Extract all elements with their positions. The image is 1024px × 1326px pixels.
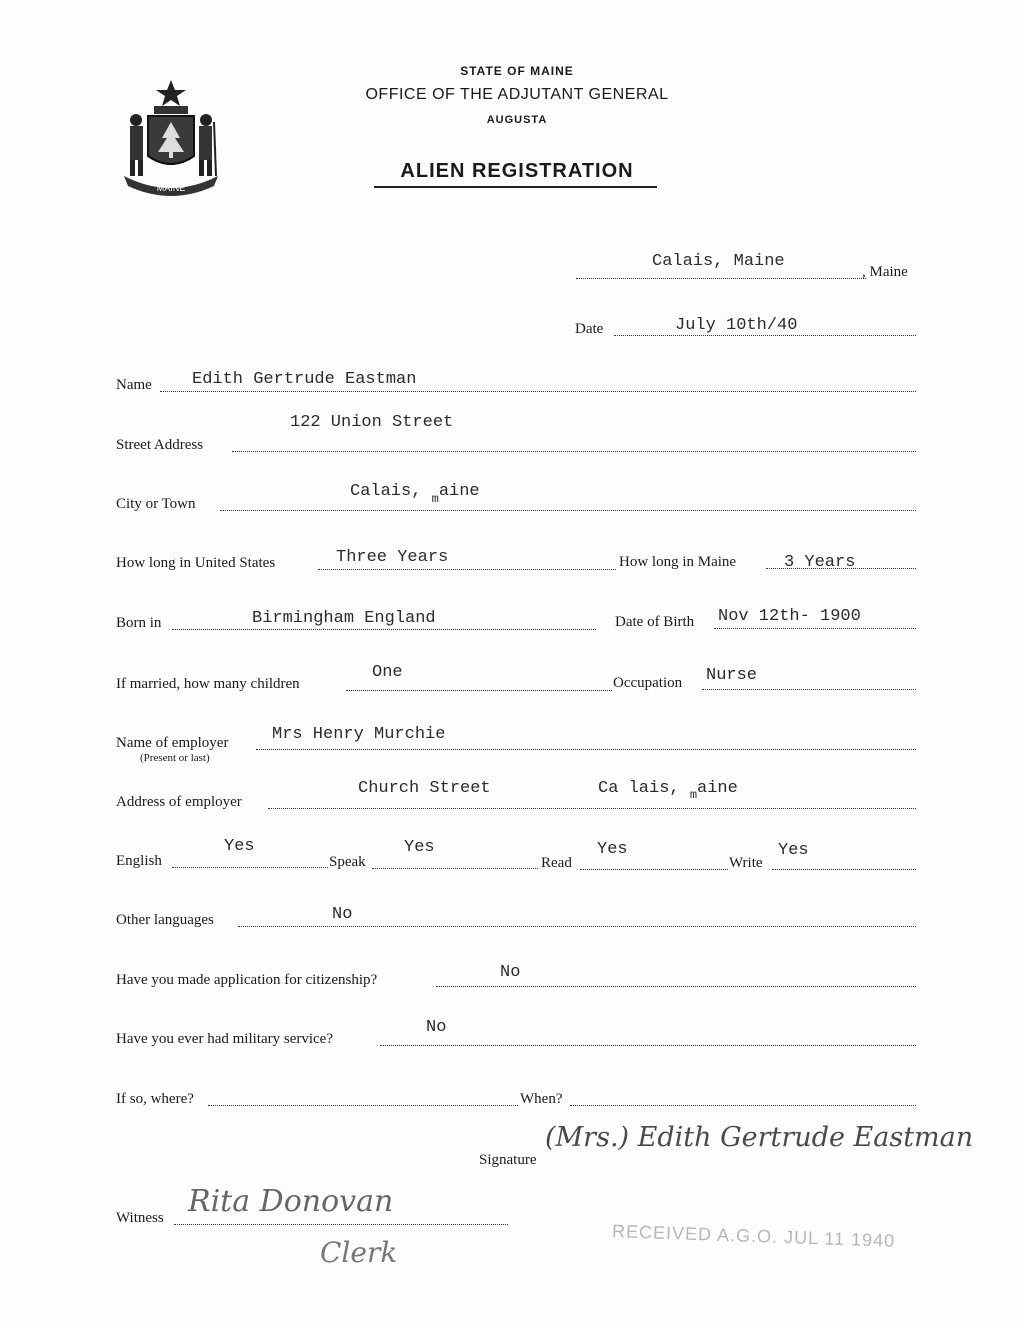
born-line — [172, 629, 596, 630]
date-label: Date — [575, 321, 604, 337]
maine-state-seal — [118, 76, 224, 198]
city-label: City or Town — [116, 496, 196, 512]
where-line — [208, 1105, 518, 1106]
form-title: ALIEN REGISTRATION — [400, 160, 634, 182]
dob-line — [714, 628, 916, 629]
header-state: STATE OF MAINE — [460, 64, 574, 78]
witness-line — [174, 1224, 508, 1225]
write-label: Write — [729, 855, 763, 871]
employer-city-part: Ca lais, — [598, 779, 690, 798]
employer-address-line — [268, 808, 916, 809]
witness-signature: Rita Donovan — [188, 1184, 394, 1219]
employer-city-part: aine — [697, 779, 738, 798]
english-line — [172, 867, 328, 868]
maine-label: How long in Maine — [619, 554, 737, 570]
street-label: Street Address — [116, 437, 204, 453]
employer-address-street: Church Street — [358, 779, 491, 798]
received-stamp: RECEIVED A.G.O. JUL 11 1940 — [611, 1221, 896, 1251]
citizenship-line — [436, 986, 916, 987]
other-languages-line — [238, 926, 916, 927]
dob-value: Nov 12th- 1900 — [718, 607, 861, 626]
when-label: When? — [520, 1091, 563, 1107]
witness-label: Witness — [116, 1210, 164, 1226]
other-languages-value: No — [332, 905, 353, 924]
military-line — [380, 1045, 916, 1046]
occupation-label: Occupation — [613, 675, 683, 691]
born-label: Born in — [116, 615, 162, 631]
english-value: Yes — [224, 837, 255, 856]
maine-value: 3 Years — [784, 553, 856, 572]
employer-address-label: Address of employer — [116, 794, 242, 810]
employer-label: Name of employer — [116, 735, 229, 751]
employer-address-city — [598, 779, 738, 802]
occupation-value: Nurse — [706, 666, 758, 685]
city-value-m: m — [431, 492, 439, 506]
employer-city-m: m — [689, 788, 698, 802]
signature-handwriting: (Mrs.) Edith Gertrude Eastman — [545, 1122, 974, 1153]
name-value: Edith Gertrude Eastman — [192, 370, 417, 389]
city-value — [350, 482, 480, 506]
other-languages-label: Other languages — [116, 912, 214, 928]
citizenship-value: No — [500, 963, 521, 982]
date-value: July 10th/40 — [675, 316, 798, 335]
military-value: No — [426, 1018, 447, 1037]
occupation-line — [702, 689, 916, 690]
children-label: If married, how many children — [116, 676, 300, 692]
street-value: 122 Union Street — [290, 413, 454, 432]
read-label: Read — [541, 855, 572, 871]
write-value: Yes — [778, 841, 809, 860]
write-line — [772, 869, 916, 870]
date-line — [614, 335, 916, 336]
born-value: Birmingham England — [252, 609, 436, 628]
signature-label: Signature — [479, 1152, 537, 1168]
dob-label: Date of Birth — [615, 614, 695, 630]
name-label: Name — [116, 377, 152, 393]
title-underline — [374, 186, 657, 188]
employer-value: Mrs Henry Murchie — [272, 725, 446, 744]
name-line — [160, 391, 916, 392]
header-city: AUGUSTA — [486, 114, 548, 126]
read-value: Yes — [597, 840, 628, 859]
employer-sublabel: (Present or last) — [140, 752, 210, 764]
speak-label: Speak — [329, 854, 366, 870]
us-line — [318, 569, 616, 570]
speak-value: Yes — [404, 838, 435, 857]
read-line — [580, 869, 728, 870]
witness-title-handwriting: Clerk — [320, 1236, 398, 1269]
citizenship-label: Have you made application for citizenship? — [116, 972, 378, 988]
military-label: Have you ever had military service? — [116, 1031, 333, 1047]
us-value: Three Years — [336, 548, 449, 567]
english-label: English — [116, 853, 162, 869]
us-label: How long in United States — [116, 555, 276, 571]
speak-line — [372, 868, 538, 869]
place-value: Calais, Maine — [652, 252, 785, 271]
when-line — [570, 1105, 916, 1106]
place-suffix: , Maine — [862, 264, 908, 280]
children-value: One — [372, 663, 403, 682]
where-label: If so, where? — [116, 1091, 194, 1107]
header-office: OFFICE OF THE ADJUTANT GENERAL — [365, 86, 669, 103]
employer-line — [256, 749, 916, 750]
street-line — [232, 451, 916, 452]
place-line — [576, 278, 866, 279]
city-value-part: aine — [438, 482, 480, 501]
seal-banner-text: MAINE — [156, 183, 186, 193]
city-line — [220, 510, 916, 511]
children-line — [346, 690, 612, 691]
city-value-part: Calais, — [350, 482, 432, 501]
